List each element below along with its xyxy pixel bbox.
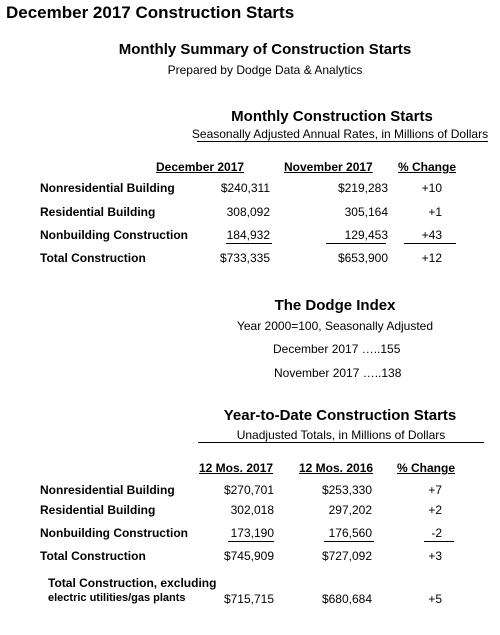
monthly-cell: 184,932 xyxy=(226,228,270,242)
dodge-index-line: November 2017 …..138 xyxy=(274,366,402,380)
monthly-cell: +12 xyxy=(421,251,442,265)
ytd-row-label: Nonbuilding Construction xyxy=(40,526,188,540)
ytd-title: Year-to-Date Construction Starts xyxy=(223,407,457,424)
ytd-cell: 173,190 xyxy=(230,526,274,540)
ytd-cell: $715,715 xyxy=(223,592,274,606)
ytd-cell: 302,018 xyxy=(230,503,274,517)
ytd-sum-rule xyxy=(424,541,454,542)
ytd-sum-rule xyxy=(324,541,374,542)
monthly-cell: +10 xyxy=(421,181,442,195)
monthly-sum-rule xyxy=(404,243,456,244)
ytd-excluding-label: Total Construction, excluding xyxy=(48,576,217,590)
monthly-title: Monthly Construction Starts xyxy=(231,108,433,125)
ytd-cell: +7 xyxy=(428,483,442,497)
ytd-row-label: Total Construction xyxy=(40,549,146,563)
ytd-sum-rule xyxy=(228,541,274,542)
monthly-row-label: Residential Building xyxy=(40,205,156,219)
ytd-cell: $253,330 xyxy=(321,483,372,497)
monthly-cell: +43 xyxy=(421,228,442,242)
dodge-index-line: December 2017 …..155 xyxy=(273,342,401,356)
ytd-cell: -2 xyxy=(431,526,442,540)
ytd-cell: 176,560 xyxy=(328,526,372,540)
ytd-row-label: Residential Building xyxy=(40,503,156,517)
ytd-col-header: 12 Mos. 2017 xyxy=(199,461,274,475)
ytd-row-label: Nonresidential Building xyxy=(40,483,175,497)
monthly-cell: $219,283 xyxy=(337,181,388,195)
ytd-col-header: % Change xyxy=(397,461,456,475)
monthly-cell: 129,453 xyxy=(344,228,388,242)
ytd-cell: $270,701 xyxy=(223,483,274,497)
monthly-cell: $733,335 xyxy=(219,251,270,265)
monthly-cell: 308,092 xyxy=(226,205,270,219)
monthly-cell: +1 xyxy=(428,205,442,219)
monthly-row-label: Nonresidential Building xyxy=(40,181,175,195)
ytd-cell: +3 xyxy=(428,549,442,563)
ytd-cell: $727,092 xyxy=(321,549,372,563)
monthly-col-header: November 2017 xyxy=(284,160,373,174)
ytd-cell: $745,909 xyxy=(223,549,274,563)
ytd-excluding-label: electric utilities/gas plants xyxy=(48,592,186,604)
monthly-row-label: Total Construction xyxy=(40,251,146,265)
monthly-subtitle: Seasonally Adjusted Annual Rates, in Millions of Dollars xyxy=(191,127,489,141)
dodge-index-subtitle: Year 2000=100, Seasonally Adjusted xyxy=(236,319,434,333)
monthly-col-header: % Change xyxy=(398,160,457,174)
ytd-cell: 297,202 xyxy=(328,503,372,517)
ytd-subtitle: Unadjusted Totals, in Millions of Dollars xyxy=(236,428,446,442)
ytd-col-header: 12 Mos. 2016 xyxy=(299,461,374,475)
ytd-subtitle-rule xyxy=(198,442,484,443)
ytd-cell: $680,684 xyxy=(321,592,372,606)
summary-title: Monthly Summary of Construction Starts xyxy=(118,41,412,58)
monthly-sum-rule xyxy=(226,243,272,244)
ytd-cell: +2 xyxy=(428,503,442,517)
monthly-sum-rule xyxy=(326,243,386,244)
monthly-col-header: December 2017 xyxy=(156,160,245,174)
monthly-cell: $240,311 xyxy=(220,181,270,195)
page-title: December 2017 Construction Starts xyxy=(6,3,295,22)
summary-subtitle: Prepared by Dodge Data & Analytics xyxy=(167,63,363,77)
monthly-cell: $653,900 xyxy=(337,251,388,265)
dodge-index-title: The Dodge Index xyxy=(274,297,396,314)
ytd-cell: +5 xyxy=(428,592,442,606)
monthly-row-label: Nonbuilding Construction xyxy=(40,228,188,242)
monthly-cell: 305,164 xyxy=(344,205,388,219)
monthly-subtitle-rule xyxy=(197,141,488,142)
